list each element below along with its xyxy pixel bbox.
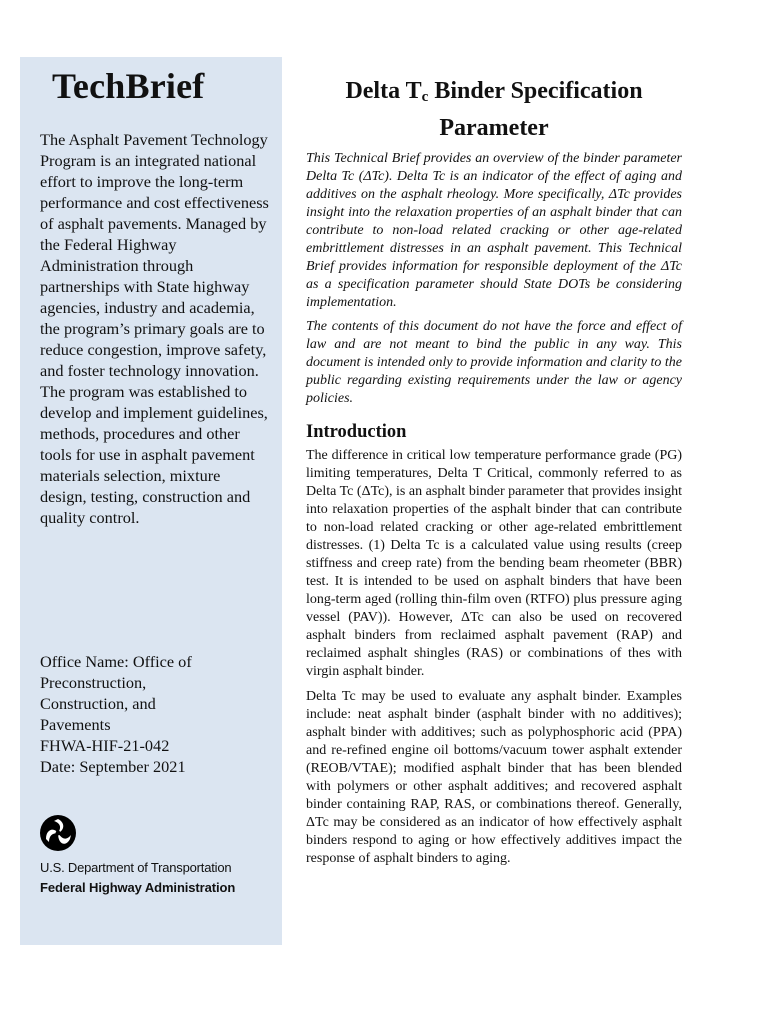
sidebar-panel: [20, 57, 282, 945]
office-name-line: Office Name: Office of: [40, 652, 192, 671]
main-content: [306, 76, 682, 875]
program-description: The Asphalt Pavement Technology Program is an integrated national effort to improve the long-term performance and cost effectiveness of asphalt pavements. Managed by the Federal Highway Administration through partnerships with State highway agencies, industry and academia, the program’s primary goals are to reduce congestion, improve safety, and foster technology innovation. The program was established to develop and implement guidelines, methods, procedures and other tools for use in asphalt pavement materials selection, mixture design, testing, construction and quality control.: [40, 130, 269, 527]
intro-paragraph-2: Delta Tc may be used to evaluate any asphalt binder. Examples include: neat asphalt binder (asphalt binder with no additives); asphalt binder with additives; such as polyphosphoric acid (PPA) and re-refined engine oil bottoms/vacuum tower asphalt extender (REOB/VTAE); modified asphalt binder that has been blended with polymers or other asphalt additives; and recovered asphalt binder containing RAP, RAS, or combinations thereof. Generally, ΔTc may be considered as an indicator of how effectively asphalt binders respond to aging or how effectively additives impact the response of asphalt binders to aging.: [306, 689, 682, 866]
intro-paragraph-1: The difference in critical low temperature performance grade (PG) limiting temperatures, Delta T Critical, commonly referred to as Delta Tc (ΔTc), is an asphalt binder parameter that provides insight into relaxation properties of the asphalt binder that can contribute to non-load related cracking or other age-related embrittlement distresses. (1) Delta Tc is a calculated value using results (creep stiffness and creep rate) from the bending beam rheometer (BBR) test. It is intended to be used on asphalt binders that have been long-term aged (rolling thin-film oven (RTFO) plus pressure aging vessel (PAV)). However, ΔTc can also be used on recovered asphalt binders from reclaimed asphalt pavement (RAP) and reclaimed asphalt shingles (RAS) or combinations of thes with virgin asphalt binder.: [306, 448, 682, 679]
title-text: Delta T: [345, 78, 422, 104]
title-text-rest: Binder Specification Parameter: [428, 78, 643, 141]
report-number: FHWA-HIF-21-042: [40, 736, 170, 755]
title-subscript: c: [421, 89, 429, 105]
office-name-line: Construction, and: [40, 694, 156, 713]
agency-administration: Federal Highway Administration: [40, 880, 236, 895]
document-title: [306, 76, 682, 144]
abstract-paragraph: This Technical Brief provides an overview of the binder parameter Delta Tc (ΔTc). Delta Tc is an indicator of the effect of aging and additives on the asphalt rheology. More specifically, ΔTc provides insight into the relaxation properties of an asphalt binder that can contribute to non-load related cracking or other age-related embrittlement distresses in an asphalt pavement. This Technical Brief provides information for responsible deployment of the ΔTc as a specification parameter should State DOTs be considering implementation.: [306, 151, 682, 310]
office-name-line: Pavements: [40, 715, 111, 734]
office-info: [40, 651, 270, 777]
disclaimer-paragraph: The contents of this document do not have the force and effect of law and are not meant to bind the public in any way. This document is intended only to provide information and clarity to the public regarding existing requirements under the law or agency policies.: [306, 319, 682, 406]
dot-triskelion-logo-icon: [40, 815, 76, 851]
publication-date: Date: September 2021: [40, 757, 186, 776]
techbrief-brand: TechBrief: [52, 66, 205, 106]
agency-department: U.S. Department of Transportation: [40, 860, 232, 875]
office-name-line: Preconstruction,: [40, 673, 147, 692]
section-heading-introduction: Introduction: [306, 422, 407, 442]
